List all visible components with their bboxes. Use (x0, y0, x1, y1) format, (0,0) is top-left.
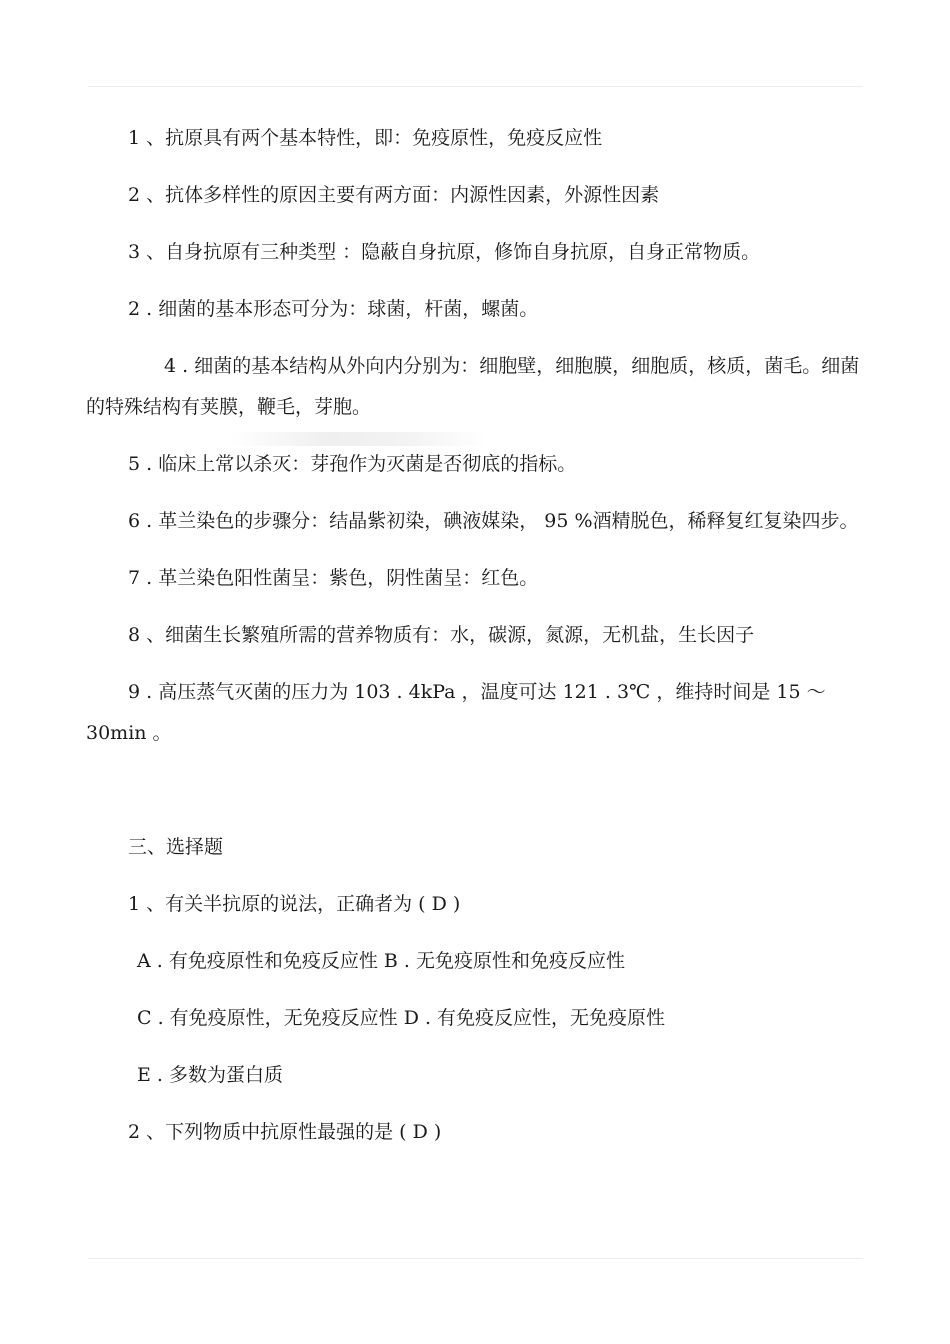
blank-item-2: 2 、抗体多样性的原因主要有两方面：内源性因素，外源性因素 (128, 184, 660, 206)
blank-item-10: 9 . 高压蒸气灭菌的压力为 103 . 4kPa ，温度可达 121 . 3℃ ，维持时间是 15 ～ 30min 。 (86, 681, 826, 744)
blank-item-4: 2 . 细菌的基本形态可分为：球菌，杆菌，螺菌。 (128, 298, 539, 320)
blank-item-6: 5 . 临床上常以杀灭：芽孢作为灭菌是否彻底的指标。 (128, 453, 577, 475)
question-2-stem: 2 、下列物质中抗原性最强的是 ( D ) (128, 1121, 442, 1143)
question-1-options-cd: C . 有免疫原性，无免疫反应性 D . 有免疫反应性，无免疫原性 (137, 1007, 666, 1029)
blank-item-8: 7 . 革兰染色阳性菌呈：紫色，阴性菌呈：红色。 (128, 567, 539, 589)
page-top-rule (88, 86, 863, 87)
question-1-stem: 1 、有关半抗原的说法，正确者为 ( D ) (128, 893, 461, 915)
blank-item-7: 6 . 革兰染色的步骤分：结晶紫初染，碘液媒染， 95 %酒精脱色，稀释复红复染四步。 (128, 510, 859, 532)
question-1-option-e: E . 多数为蛋白质 (137, 1064, 283, 1086)
section-title: 三、选择题 (128, 836, 224, 858)
blank-item-5: 4 . 细菌的基本结构从外向内分别为：细胞壁，细胞膜，细胞质，核质，菌毛。细菌的特殊结构有荚膜，鞭毛，芽胞。 (86, 355, 860, 418)
blank-item-9: 8 、细菌生长繁殖所需的营养物质有：水，碳源，氮源，无机盐，生长因子 (128, 624, 755, 646)
blank-item-3: 3 、自身抗原有三种类型 ：隐蔽自身抗原，修饰自身抗原，自身正常物质。 (128, 241, 761, 263)
question-1-options-ab: A . 有免疫原性和免疫反应性 B . 无免疫原性和免疫反应性 (137, 950, 625, 972)
blank-item-1: 1 、抗原具有两个基本特性，即：免疫原性，免疫反应性 (128, 127, 603, 149)
document-page (86, 118, 864, 1169)
page-bottom-rule (88, 1258, 863, 1259)
